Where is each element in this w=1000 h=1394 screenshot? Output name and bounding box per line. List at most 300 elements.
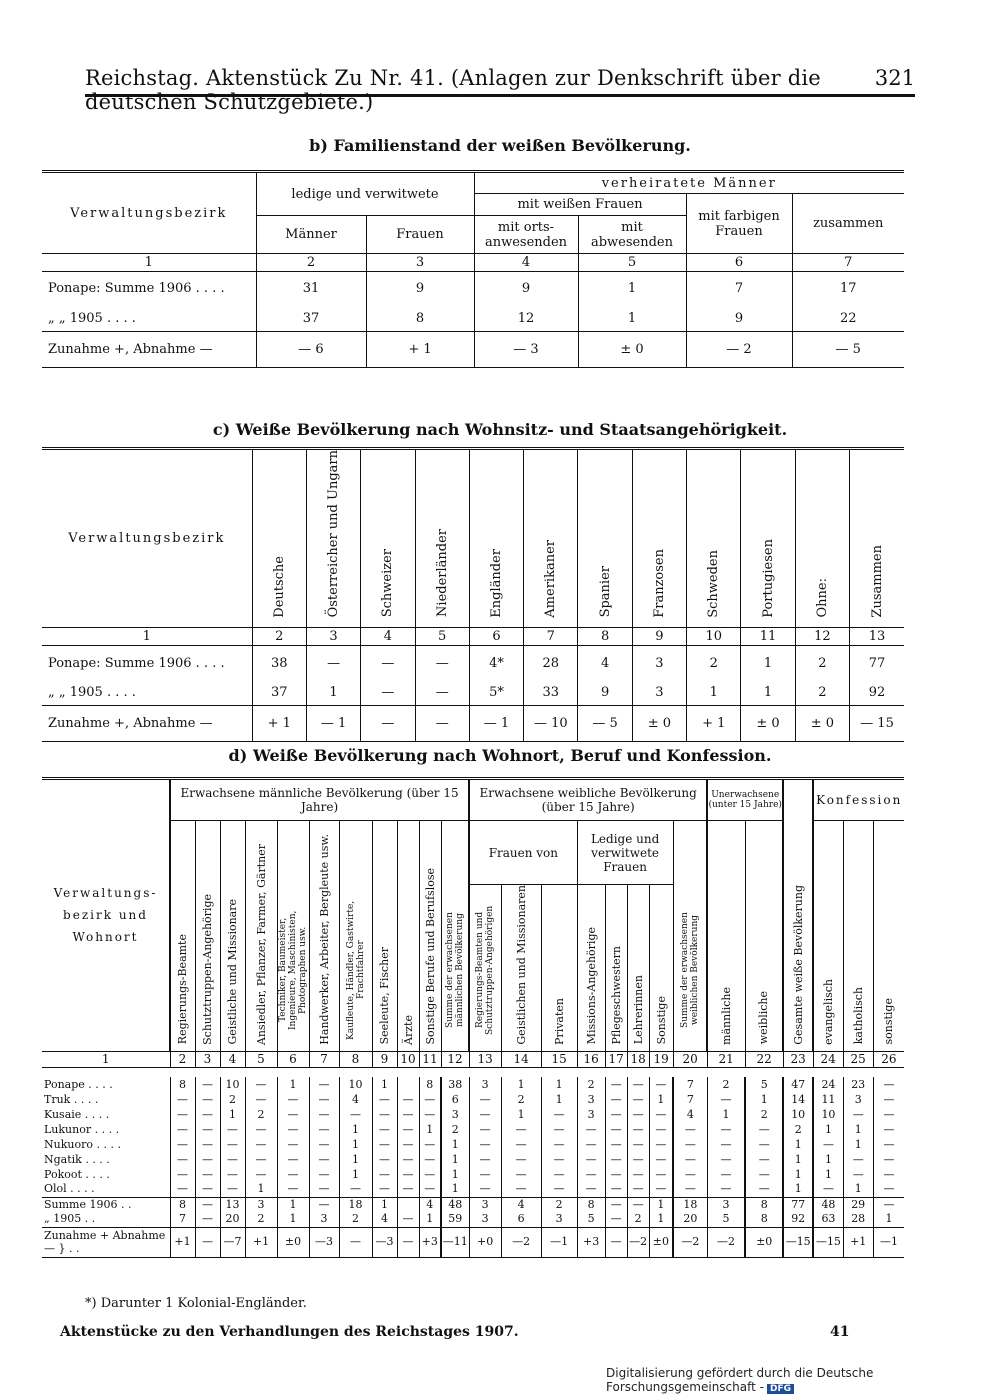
header-rule bbox=[85, 94, 915, 97]
table-cell: — bbox=[813, 1182, 843, 1197]
table-cell: — bbox=[627, 1137, 649, 1152]
table-cell: — bbox=[501, 1137, 541, 1152]
table-cell: 3 bbox=[309, 1212, 339, 1227]
present-header: mit orts- anwesenden bbox=[474, 216, 578, 254]
table-row bbox=[42, 706, 904, 742]
table-cell: — bbox=[372, 1167, 397, 1182]
table-cell: — bbox=[195, 1212, 220, 1227]
column-header-text: Niederländer bbox=[434, 529, 450, 618]
table-cell: — bbox=[419, 1152, 441, 1167]
table-cell: — bbox=[277, 1167, 309, 1182]
table-cell: 3 bbox=[541, 1212, 577, 1227]
column-header-text: katholisch bbox=[851, 987, 865, 1045]
table-cell: — bbox=[170, 1152, 195, 1167]
table-cell: 77 bbox=[850, 646, 904, 680]
table-cell: 4 bbox=[372, 1212, 397, 1227]
table-cell: — bbox=[309, 1107, 339, 1122]
wives-of-header: Frauen von bbox=[469, 821, 577, 885]
page-number: 321 bbox=[874, 66, 915, 90]
column-header-text: Österreicher und Ungarn bbox=[326, 450, 342, 618]
table-row bbox=[42, 1182, 904, 1197]
table-cell: 2 bbox=[687, 646, 741, 680]
column-header-text: evangelisch bbox=[821, 978, 835, 1045]
table-cell: — bbox=[220, 1137, 245, 1152]
table-cell: +3 bbox=[577, 1227, 605, 1257]
row-label: Nukuoro . . . . bbox=[44, 1137, 121, 1151]
absent-header: mit abwesenden bbox=[578, 216, 686, 254]
table-cell: — 10 bbox=[524, 706, 578, 742]
table-cell: — bbox=[419, 1107, 441, 1122]
column-header-text: Missions-Angehörige bbox=[584, 927, 598, 1045]
table-cell: 1 bbox=[220, 1107, 245, 1122]
table-cell: 23 bbox=[843, 1077, 873, 1092]
table-cell: — bbox=[501, 1152, 541, 1167]
table-cell: 2 bbox=[339, 1212, 372, 1227]
row-label: Ponape: Summe 1906 . . . . bbox=[48, 655, 225, 671]
column-header-text: Handwerker, Arbeiter, Bergleute usw. bbox=[317, 833, 331, 1045]
table-cell: 11 bbox=[813, 1092, 843, 1107]
table-cell: — bbox=[397, 1137, 419, 1152]
table-cell: — bbox=[541, 1182, 577, 1197]
column-header bbox=[795, 449, 849, 628]
column-number: 5 bbox=[415, 628, 469, 646]
column-header bbox=[843, 821, 873, 1052]
table-cell: — bbox=[245, 1167, 277, 1182]
table-cell: 38 bbox=[252, 646, 306, 680]
table-cell: — bbox=[195, 1092, 220, 1107]
district-header: Verwaltungsbezirk bbox=[42, 172, 256, 254]
column-number: 7 bbox=[309, 1051, 339, 1067]
table-cell: — bbox=[873, 1152, 904, 1167]
row-label: „ „ 1905 . . . . bbox=[48, 685, 136, 701]
table-cell: 1 bbox=[578, 306, 686, 332]
column-number: 2 bbox=[170, 1051, 195, 1067]
table-cell: — bbox=[397, 1122, 419, 1137]
column-header bbox=[673, 821, 707, 1052]
table-cell: — bbox=[170, 1092, 195, 1107]
table-cell: — bbox=[220, 1152, 245, 1167]
table-cell: — bbox=[673, 1167, 707, 1182]
table-cell: ± 0 bbox=[795, 706, 849, 742]
table-cell: 3 bbox=[469, 1077, 501, 1092]
column-number: 2 bbox=[256, 254, 366, 272]
table-cell: 1 bbox=[501, 1077, 541, 1092]
table-row bbox=[42, 1137, 904, 1152]
table-cell: — bbox=[541, 1167, 577, 1182]
table-cell: — bbox=[649, 1107, 673, 1122]
table-cell: 5* bbox=[469, 680, 523, 706]
table-cell: 2 bbox=[627, 1212, 649, 1227]
total-group-spacer bbox=[783, 779, 813, 885]
table-cell: + 1 bbox=[687, 706, 741, 742]
table-cell: — bbox=[577, 1182, 605, 1197]
column-header-text: Ärzte bbox=[401, 1014, 415, 1045]
table-cell: 1 bbox=[372, 1197, 397, 1212]
table-cell: 4 bbox=[501, 1197, 541, 1212]
table-cell: 2 bbox=[245, 1212, 277, 1227]
column-header bbox=[850, 449, 904, 628]
table-row bbox=[42, 1212, 904, 1227]
column-number: 21 bbox=[707, 1051, 745, 1067]
table-cell: — bbox=[843, 1167, 873, 1182]
table-cell: — bbox=[170, 1182, 195, 1197]
table-cell: 1 bbox=[813, 1122, 843, 1137]
column-number: 5 bbox=[245, 1051, 277, 1067]
section-d-title: d) Weiße Bevölkerung nach Wohnort, Beruf und Konfession. bbox=[228, 746, 772, 765]
table-cell: — bbox=[605, 1137, 627, 1152]
row-label: Zunahme +, Abnahme — bbox=[42, 706, 252, 742]
men-header: Männer bbox=[256, 216, 366, 254]
column-number: 19 bbox=[649, 1051, 673, 1067]
table-cell: — bbox=[673, 1122, 707, 1137]
column-header bbox=[605, 885, 627, 1052]
table-cell: — bbox=[873, 1137, 904, 1152]
table-cell: — 5 bbox=[792, 332, 904, 368]
section-b-title: b) Familienstand der weißen Bevölkerung. bbox=[309, 136, 691, 155]
table-cell: — bbox=[361, 706, 415, 742]
column-number: 10 bbox=[687, 628, 741, 646]
table-cell: 3 bbox=[632, 646, 686, 680]
married-total-header: zusammen bbox=[792, 194, 904, 254]
table-cell: 77 bbox=[783, 1197, 813, 1212]
table-cell: — bbox=[245, 1137, 277, 1152]
table-cell: —3 bbox=[372, 1227, 397, 1257]
table-cell: 12 bbox=[474, 306, 578, 332]
column-number: 6 bbox=[469, 628, 523, 646]
table-cell: — bbox=[397, 1107, 419, 1122]
single-female-header: Ledige und verwitwete Frauen bbox=[577, 821, 673, 885]
row-label: Summe 1906 . . bbox=[44, 1197, 132, 1211]
table-cell: — bbox=[309, 1152, 339, 1167]
column-number: 26 bbox=[873, 1051, 904, 1067]
table-cell: 1 bbox=[843, 1137, 873, 1152]
column-header-text: Zusammen bbox=[869, 544, 885, 618]
table-cell: — bbox=[419, 1092, 441, 1107]
table-cell: 1 bbox=[741, 646, 795, 680]
table-cell: — bbox=[501, 1167, 541, 1182]
column-header bbox=[309, 821, 339, 1052]
column-header bbox=[277, 821, 309, 1052]
table-cell: 2 bbox=[541, 1197, 577, 1212]
column-number: 10 bbox=[397, 1051, 419, 1067]
column-header bbox=[469, 885, 501, 1052]
table-cell: 10 bbox=[339, 1077, 372, 1092]
table-cell: 1 bbox=[687, 680, 741, 706]
table-cell: 38 bbox=[441, 1077, 469, 1092]
table-cell: — bbox=[309, 1077, 339, 1092]
table-row bbox=[42, 1092, 904, 1107]
column-number: 13 bbox=[469, 1051, 501, 1067]
table-cell: — bbox=[707, 1122, 745, 1137]
table-cell: 1 bbox=[306, 680, 360, 706]
table-cell: 2 bbox=[441, 1122, 469, 1137]
table-cell: — bbox=[415, 646, 469, 680]
row-label: Kusaie . . . . bbox=[44, 1107, 110, 1121]
table-cell: —2 bbox=[707, 1227, 745, 1257]
table-cell: — bbox=[707, 1182, 745, 1197]
table-cell: — bbox=[195, 1197, 220, 1212]
column-header bbox=[372, 821, 397, 1052]
table-cell: — 5 bbox=[578, 706, 632, 742]
table-cell: — bbox=[873, 1167, 904, 1182]
column-header bbox=[195, 821, 220, 1052]
row-label: „ 1905 . . bbox=[44, 1212, 96, 1226]
table-cell: — bbox=[627, 1167, 649, 1182]
table-cell: 6 bbox=[441, 1092, 469, 1107]
table-cell: 1 bbox=[339, 1137, 372, 1152]
column-header-text: Ohne: bbox=[814, 577, 830, 618]
table-cell: — bbox=[541, 1152, 577, 1167]
table-cell: 28 bbox=[524, 646, 578, 680]
table-cell: 9 bbox=[474, 272, 578, 306]
table-cell: — bbox=[309, 1182, 339, 1197]
table-cell: — bbox=[415, 706, 469, 742]
table-cell: —2 bbox=[501, 1227, 541, 1257]
column-number: 2 bbox=[252, 628, 306, 646]
table-row bbox=[42, 1167, 904, 1182]
column-header-text: Seeleute, Fischer bbox=[378, 947, 391, 1045]
table-cell: — bbox=[195, 1227, 220, 1257]
table-cell: — bbox=[309, 1167, 339, 1182]
table-cell: — bbox=[577, 1137, 605, 1152]
table-cell: — bbox=[309, 1137, 339, 1152]
table-cell: 2 bbox=[707, 1077, 745, 1092]
table-row bbox=[42, 646, 904, 680]
table-nationality bbox=[42, 447, 904, 742]
table-cell: — bbox=[541, 1137, 577, 1152]
table-cell: 4 bbox=[578, 646, 632, 680]
column-header-text: Franzosen bbox=[651, 548, 667, 618]
column-header-text: Gesamte weiße Bevölkerung bbox=[791, 884, 805, 1045]
table-cell: 1 bbox=[783, 1137, 813, 1152]
table-cell: — bbox=[277, 1152, 309, 1167]
table-row bbox=[42, 306, 904, 332]
table-cell: — bbox=[372, 1107, 397, 1122]
table-cell: — bbox=[745, 1122, 783, 1137]
column-header bbox=[220, 821, 245, 1052]
table-cell: — bbox=[673, 1137, 707, 1152]
table-cell: 20 bbox=[220, 1212, 245, 1227]
column-number: 24 bbox=[813, 1051, 843, 1067]
row-label: Pokoot . . . . bbox=[44, 1167, 110, 1181]
table-cell: — bbox=[195, 1122, 220, 1137]
table-cell: — bbox=[673, 1152, 707, 1167]
district-header: Verwaltungs- bezirk und Wohnort bbox=[42, 779, 170, 1052]
table-cell: 1 bbox=[541, 1077, 577, 1092]
table-cell: ±0 bbox=[745, 1227, 783, 1257]
table-cell: 29 bbox=[843, 1197, 873, 1212]
column-number: 23 bbox=[783, 1051, 813, 1067]
column-number: 7 bbox=[524, 628, 578, 646]
table-cell: — bbox=[339, 1182, 372, 1197]
table-cell: 1 bbox=[813, 1152, 843, 1167]
column-number: 12 bbox=[795, 628, 849, 646]
column-header bbox=[415, 449, 469, 628]
table-cell: 1 bbox=[707, 1107, 745, 1122]
table-cell: 2 bbox=[501, 1092, 541, 1107]
column-number: 22 bbox=[745, 1051, 783, 1067]
column-number: 8 bbox=[578, 628, 632, 646]
table-cell: — bbox=[627, 1152, 649, 1167]
column-header-text: Lehrerinnen bbox=[631, 975, 645, 1045]
section-c-title: c) Weiße Bevölkerung nach Wohnsitz- und Staatsangehörigkeit. bbox=[212, 420, 788, 439]
table-cell: — bbox=[577, 1152, 605, 1167]
table-cell: 1 bbox=[441, 1182, 469, 1197]
table-cell: 1 bbox=[501, 1107, 541, 1122]
table-cell: 4* bbox=[469, 646, 523, 680]
table-cell: — bbox=[873, 1197, 904, 1212]
table-cell: —7 bbox=[220, 1227, 245, 1257]
table-cell: — bbox=[843, 1107, 873, 1122]
table-cell: ± 0 bbox=[578, 332, 686, 368]
table-cell: 1 bbox=[745, 1092, 783, 1107]
footer-left: Aktenstücke zu den Verhandlungen des Reichstages 1907. bbox=[60, 1324, 519, 1340]
table-cell: — bbox=[501, 1182, 541, 1197]
table-cell: +0 bbox=[469, 1227, 501, 1257]
table-cell: 1 bbox=[339, 1122, 372, 1137]
column-header-text: Amerikaner bbox=[543, 539, 559, 618]
table-cell: 1 bbox=[541, 1092, 577, 1107]
column-header bbox=[577, 885, 605, 1052]
table-cell: 1 bbox=[649, 1197, 673, 1212]
table-cell: — bbox=[745, 1182, 783, 1197]
column-header-text: Kaufleute, Händler, Gastwirte, Frachtfahrer bbox=[345, 900, 366, 1040]
table-cell: 5 bbox=[707, 1212, 745, 1227]
table-cell: 8 bbox=[577, 1197, 605, 1212]
table-cell: — bbox=[469, 1137, 501, 1152]
table-cell: 37 bbox=[256, 306, 366, 332]
women-header: Frauen bbox=[366, 216, 474, 254]
single-header: ledige und verwitwete bbox=[256, 172, 474, 216]
table-cell: 48 bbox=[813, 1197, 843, 1212]
table-cell: 7 bbox=[673, 1092, 707, 1107]
table-cell: — bbox=[277, 1122, 309, 1137]
table-cell: 2 bbox=[783, 1122, 813, 1137]
table-cell: — bbox=[541, 1107, 577, 1122]
table-cell: 37 bbox=[252, 680, 306, 706]
table-row bbox=[42, 1197, 904, 1212]
column-header bbox=[252, 449, 306, 628]
row-label: Ponape . . . . bbox=[44, 1077, 113, 1091]
table-cell: — bbox=[873, 1092, 904, 1107]
column-number: 4 bbox=[361, 628, 415, 646]
table-cell: + 1 bbox=[252, 706, 306, 742]
header-title: Reichstag. Aktenstück Zu Nr. 41. (Anlagen zur Denkschrift über die deutschen Schutzgebiete.) bbox=[85, 66, 821, 114]
column-header-text: männliche bbox=[719, 986, 733, 1045]
table-cell: — bbox=[469, 1092, 501, 1107]
colored-wives-header: mit farbigen Frauen bbox=[686, 194, 792, 254]
table-cell: 28 bbox=[843, 1212, 873, 1227]
table-cell: 2 bbox=[795, 646, 849, 680]
adult-male-header: Erwachsene männliche Bevölkerung (über 15 Jahre) bbox=[170, 779, 469, 821]
table-cell: — bbox=[245, 1152, 277, 1167]
table-cell: 1 bbox=[441, 1152, 469, 1167]
table-cell: — bbox=[469, 1107, 501, 1122]
table-row bbox=[42, 1227, 904, 1257]
column-header-text: Sonstige Berufe und Berufslose bbox=[423, 868, 437, 1045]
table-cell: 1 bbox=[441, 1137, 469, 1152]
table-cell: 10 bbox=[813, 1107, 843, 1122]
table-cell: — 2 bbox=[686, 332, 792, 368]
table-cell: 33 bbox=[524, 680, 578, 706]
table-cell: 9 bbox=[686, 306, 792, 332]
table-cell: — bbox=[419, 1137, 441, 1152]
table-cell: — bbox=[627, 1092, 649, 1107]
table-cell: — bbox=[372, 1092, 397, 1107]
table-cell: — bbox=[220, 1182, 245, 1197]
page-header bbox=[85, 62, 915, 114]
table-cell: 9 bbox=[366, 272, 474, 306]
table-cell: — bbox=[649, 1137, 673, 1152]
row-label: Truk . . . . bbox=[44, 1092, 99, 1106]
column-header-text: Schweden bbox=[706, 549, 722, 618]
column-number: 1 bbox=[42, 1051, 170, 1067]
table-cell: —1 bbox=[873, 1227, 904, 1257]
table-cell: —15 bbox=[813, 1227, 843, 1257]
column-number: 8 bbox=[339, 1051, 372, 1067]
table-cell: — bbox=[469, 1152, 501, 1167]
column-number: 9 bbox=[632, 628, 686, 646]
column-header bbox=[873, 821, 904, 1052]
column-number: 15 bbox=[541, 1051, 577, 1067]
table-cell: — bbox=[397, 1212, 419, 1227]
table-cell: 2 bbox=[795, 680, 849, 706]
table-cell: 7 bbox=[673, 1077, 707, 1092]
column-header bbox=[419, 821, 441, 1052]
column-number: 11 bbox=[741, 628, 795, 646]
table-cell: —15 bbox=[783, 1227, 813, 1257]
table-cell: — bbox=[220, 1122, 245, 1137]
table-cell: — bbox=[605, 1212, 627, 1227]
table-cell: 18 bbox=[339, 1197, 372, 1212]
table-cell: — bbox=[873, 1122, 904, 1137]
column-header-text: Regierungs-Beamten und Schutztruppen-Angehörigen bbox=[475, 905, 496, 1035]
column-header bbox=[524, 449, 578, 628]
table-cell: 31 bbox=[256, 272, 366, 306]
table-cell: — bbox=[605, 1107, 627, 1122]
table-cell: — bbox=[707, 1137, 745, 1152]
table-cell: 3 bbox=[469, 1197, 501, 1212]
table-cell: — bbox=[501, 1122, 541, 1137]
table-cell: — bbox=[306, 646, 360, 680]
table-cell: 7 bbox=[686, 272, 792, 306]
column-header bbox=[745, 821, 783, 1052]
table-cell: — bbox=[873, 1182, 904, 1197]
table-residence-profession bbox=[42, 777, 904, 1258]
table-cell: 1 bbox=[649, 1212, 673, 1227]
column-header bbox=[578, 449, 632, 628]
column-header bbox=[441, 821, 469, 1052]
table-row bbox=[42, 272, 904, 306]
column-number: 3 bbox=[195, 1051, 220, 1067]
table-cell: 1 bbox=[783, 1182, 813, 1197]
table-cell: — bbox=[195, 1167, 220, 1182]
column-header-text: Privaten bbox=[552, 997, 566, 1045]
column-number: 3 bbox=[366, 254, 474, 272]
table-cell: 3 bbox=[632, 680, 686, 706]
column-header bbox=[501, 885, 541, 1052]
column-header-text: Pflegeschwestern bbox=[609, 946, 623, 1045]
table-cell: +3 bbox=[419, 1227, 441, 1257]
column-header-text: Schutztruppen-Angehörige bbox=[201, 893, 214, 1045]
table-cell: —1 bbox=[541, 1227, 577, 1257]
table-cell: + 1 bbox=[366, 332, 474, 368]
table-cell: 2 bbox=[220, 1092, 245, 1107]
column-header bbox=[632, 449, 686, 628]
adult-female-header: Erwachsene weibliche Bevölkerung (über 15 Jahre) bbox=[469, 779, 707, 821]
table-cell: 1 bbox=[741, 680, 795, 706]
table-cell: 1 bbox=[873, 1212, 904, 1227]
